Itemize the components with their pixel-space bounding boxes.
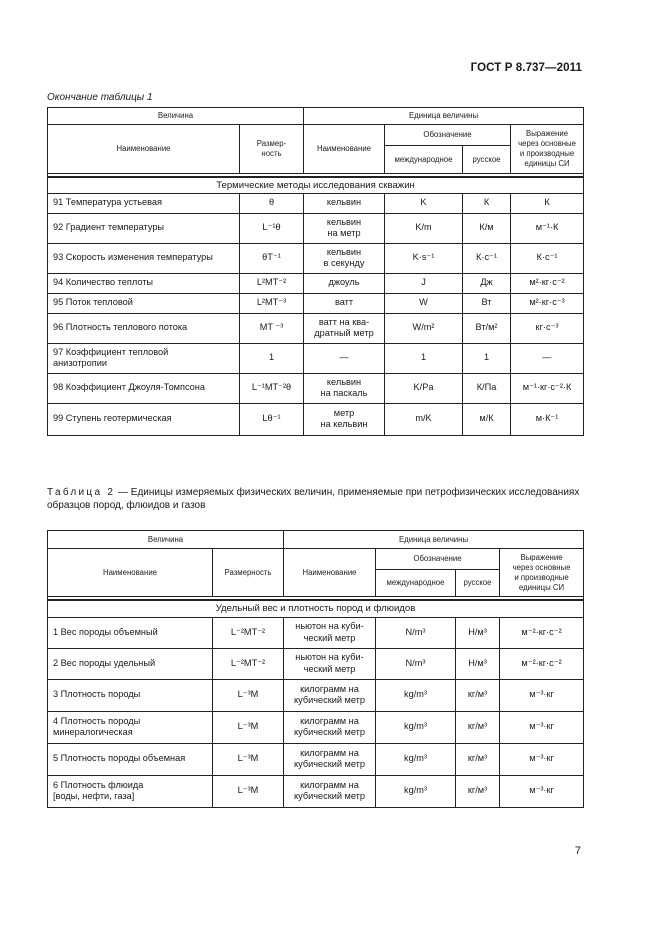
row-russian: кг/м³ bbox=[456, 775, 500, 807]
row-expression: м⁻³·кг bbox=[500, 711, 584, 743]
table-row bbox=[48, 711, 584, 743]
table1 bbox=[47, 107, 584, 436]
row-expression: м⁻³·кг bbox=[500, 679, 584, 711]
header-unit-name: Наименование bbox=[304, 125, 385, 174]
table2 bbox=[47, 530, 584, 808]
row-unit-name: метр на кельвин bbox=[304, 403, 385, 435]
row-international: kg/m³ bbox=[376, 711, 456, 743]
header-expression: Выражение через основные и производные единицы СИ bbox=[511, 125, 584, 174]
row-russian: Н/м³ bbox=[456, 617, 500, 648]
row-expression: м²·кг·с⁻² bbox=[511, 273, 584, 293]
row-name: 5 Плотность породы объемная bbox=[48, 743, 213, 775]
row-expression: кг·с⁻³ bbox=[511, 313, 584, 343]
row-name: 1 Вес породы объемный bbox=[48, 617, 213, 648]
row-name: 94 Количество теплоты bbox=[48, 273, 240, 293]
header-designation: Обозначение bbox=[385, 125, 511, 146]
row-expression: — bbox=[511, 343, 584, 373]
row-name: 97 Коэффициент тепловой анизотропии bbox=[48, 343, 240, 373]
table-row bbox=[48, 343, 584, 373]
page-number: 7 bbox=[574, 845, 581, 857]
row-expression: м⁻²·кг·с⁻² bbox=[500, 617, 584, 648]
row-international: N/m³ bbox=[376, 648, 456, 679]
table2-body bbox=[48, 617, 584, 807]
row-expression: м²·кг·с⁻³ bbox=[511, 293, 584, 313]
row-unit-name: кельвин на метр bbox=[304, 213, 385, 243]
row-unit-name: кельвин в секунду bbox=[304, 243, 385, 273]
row-expression: м⁻¹·кг·с⁻²·К bbox=[511, 373, 584, 403]
row-name: 93 Скорость изменения температуры bbox=[48, 243, 240, 273]
row-international: kg/m³ bbox=[376, 743, 456, 775]
table2-title-label: Таблица 2 bbox=[47, 487, 116, 498]
row-international: kg/m³ bbox=[376, 775, 456, 807]
header-unit-name: Наименование bbox=[284, 549, 376, 597]
row-expression: К·с⁻¹ bbox=[511, 243, 584, 273]
row-dimension: L⁻¹θ bbox=[240, 213, 304, 243]
table-row bbox=[48, 293, 584, 313]
header-international: международное bbox=[385, 146, 463, 174]
table-row bbox=[48, 775, 584, 807]
row-name: 2 Вес породы удельный bbox=[48, 648, 213, 679]
row-international: N/m³ bbox=[376, 617, 456, 648]
table-row bbox=[48, 273, 584, 293]
row-unit-name: кельвин bbox=[304, 193, 385, 213]
row-unit-name: ватт на ква- дратный метр bbox=[304, 313, 385, 343]
header-international: международное bbox=[376, 570, 456, 597]
row-russian: кг/м³ bbox=[456, 679, 500, 711]
row-international: K bbox=[385, 193, 463, 213]
table2-title bbox=[47, 486, 583, 512]
row-russian: кг/м³ bbox=[456, 711, 500, 743]
row-unit-name: килограмм на кубический метр bbox=[284, 743, 376, 775]
row-international: m/K bbox=[385, 403, 463, 435]
row-russian: К/Па bbox=[463, 373, 511, 403]
row-expression: м⁻²·кг·с⁻² bbox=[500, 648, 584, 679]
row-expression: м⁻¹·К bbox=[511, 213, 584, 243]
table-row bbox=[48, 313, 584, 343]
row-name: 95 Поток тепловой bbox=[48, 293, 240, 313]
row-unit-name: килограмм на кубический метр bbox=[284, 775, 376, 807]
row-unit-name: ньютон на куби- ческий метр bbox=[284, 617, 376, 648]
row-international: K·s⁻¹ bbox=[385, 243, 463, 273]
row-name: 96 Плотность теплового потока bbox=[48, 313, 240, 343]
row-dimension: L⁻²MT⁻² bbox=[213, 648, 284, 679]
header-quantity: Величина bbox=[48, 108, 304, 125]
table-row bbox=[48, 213, 584, 243]
header-quantity: Величина bbox=[48, 531, 284, 549]
row-dimension: θT⁻¹ bbox=[240, 243, 304, 273]
header-name: Наименование bbox=[48, 549, 213, 597]
table2-section: Удельный вес и плотность пород и флюидов bbox=[48, 600, 584, 617]
row-dimension: L²MT⁻² bbox=[240, 273, 304, 293]
row-russian: К/м bbox=[463, 213, 511, 243]
row-dimension: L⁻³M bbox=[213, 775, 284, 807]
row-dimension: L⁻³M bbox=[213, 679, 284, 711]
table-row bbox=[48, 617, 584, 648]
document-code: ГОСТ Р 8.737—2011 bbox=[470, 62, 582, 74]
row-unit-name: килограмм на кубический метр bbox=[284, 679, 376, 711]
row-name: 6 Плотность флюида [воды, нефти, газа] bbox=[48, 775, 213, 807]
table-row bbox=[48, 193, 584, 213]
row-unit-name: кельвин на паскаль bbox=[304, 373, 385, 403]
row-unit-name: килограмм на кубический метр bbox=[284, 711, 376, 743]
row-unit-name: ньютон на куби- ческий метр bbox=[284, 648, 376, 679]
table-row bbox=[48, 679, 584, 711]
row-unit-name: джоуль bbox=[304, 273, 385, 293]
header-unit: Единица величины bbox=[284, 531, 584, 549]
row-russian: Н/м³ bbox=[456, 648, 500, 679]
row-russian: 1 bbox=[463, 343, 511, 373]
row-dimension: MT ⁻³ bbox=[240, 313, 304, 343]
row-dimension: Lθ⁻¹ bbox=[240, 403, 304, 435]
header-russian: русское bbox=[456, 570, 500, 597]
row-russian: м/К bbox=[463, 403, 511, 435]
row-name: 98 Коэффициент Джоуля-Томпсона bbox=[48, 373, 240, 403]
row-international: K/Pa bbox=[385, 373, 463, 403]
table-row bbox=[48, 243, 584, 273]
row-expression: м·К⁻¹ bbox=[511, 403, 584, 435]
header-expression: Выражение через основные и производные единицы СИ bbox=[500, 549, 584, 597]
row-name: 91 Температура устьевая bbox=[48, 193, 240, 213]
row-name: 99 Ступень геотермическая bbox=[48, 403, 240, 435]
row-expression: м⁻³·кг bbox=[500, 775, 584, 807]
row-russian: Дж bbox=[463, 273, 511, 293]
row-international: 1 bbox=[385, 343, 463, 373]
row-international: kg/m³ bbox=[376, 679, 456, 711]
row-international: J bbox=[385, 273, 463, 293]
header-designation: Обозначение bbox=[376, 549, 500, 570]
row-unit-name: — bbox=[304, 343, 385, 373]
row-russian: кг/м³ bbox=[456, 743, 500, 775]
row-russian: К bbox=[463, 193, 511, 213]
row-international: K/m bbox=[385, 213, 463, 243]
row-name: 3 Плотность породы bbox=[48, 679, 213, 711]
header-unit: Единица величины bbox=[304, 108, 584, 125]
row-name: 4 Плотность породы минералогическая bbox=[48, 711, 213, 743]
row-russian: К·с⁻¹ bbox=[463, 243, 511, 273]
table2-title-text: — Единицы измеряемых физических величин, применяемые при петрофизических исследованиях образцов пород, флюидов и газов bbox=[47, 487, 580, 511]
table1-body bbox=[48, 193, 584, 435]
table1-caption: Окончание таблицы 1 bbox=[47, 92, 153, 103]
row-dimension: 1 bbox=[240, 343, 304, 373]
row-name: 92 Градиент температуры bbox=[48, 213, 240, 243]
row-international: W bbox=[385, 293, 463, 313]
row-russian: Вт/м² bbox=[463, 313, 511, 343]
row-russian: Вт bbox=[463, 293, 511, 313]
row-dimension: L²MT⁻³ bbox=[240, 293, 304, 313]
row-dimension: θ bbox=[240, 193, 304, 213]
row-international: W/m² bbox=[385, 313, 463, 343]
row-dimension: L⁻¹MT⁻²θ bbox=[240, 373, 304, 403]
row-dimension: L⁻²MT⁻² bbox=[213, 617, 284, 648]
row-dimension: L⁻³M bbox=[213, 743, 284, 775]
header-name: Наименование bbox=[48, 125, 240, 174]
row-expression: К bbox=[511, 193, 584, 213]
row-unit-name: ватт bbox=[304, 293, 385, 313]
row-dimension: L⁻³M bbox=[213, 711, 284, 743]
header-dimension: Размерность bbox=[213, 549, 284, 597]
table-row bbox=[48, 648, 584, 679]
header-russian: русское bbox=[463, 146, 511, 174]
table-row bbox=[48, 373, 584, 403]
table-row bbox=[48, 743, 584, 775]
table1-section: Термические методы исследования скважин bbox=[48, 177, 584, 193]
header-dimension: Размер- ность bbox=[240, 125, 304, 174]
row-expression: м⁻³·кг bbox=[500, 743, 584, 775]
table-row bbox=[48, 403, 584, 435]
